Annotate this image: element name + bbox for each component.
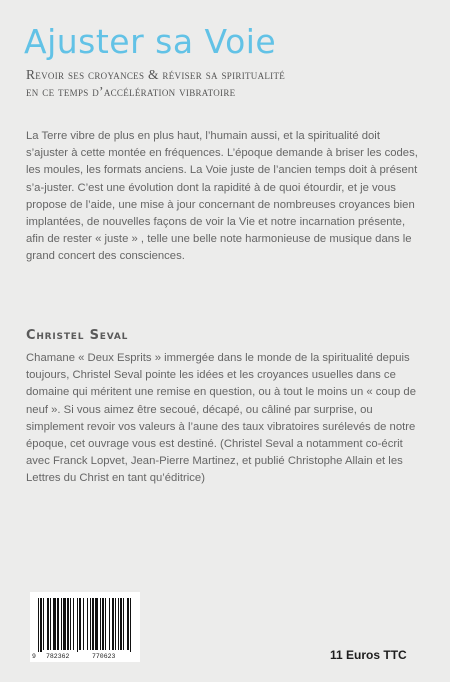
subtitle-line-1: Revoir ses croyances & réviser sa spiritualité	[26, 67, 286, 82]
author-name: Christel Seval	[26, 328, 129, 343]
book-subtitle	[26, 66, 426, 100]
barcode-bar	[127, 598, 129, 650]
isbn-barcode	[30, 592, 140, 662]
barcode-bar	[109, 598, 110, 650]
barcode-bar	[61, 598, 62, 650]
barcode-digits-right: 770623	[92, 653, 116, 660]
barcode-bar	[67, 598, 69, 650]
barcode-bar	[79, 598, 81, 650]
barcode-bar	[115, 598, 116, 650]
barcode-bar	[40, 598, 42, 652]
barcode-bar	[77, 598, 78, 652]
book-title: Ajuster sa Voie	[24, 22, 277, 61]
barcode-bar	[73, 598, 74, 650]
price-label: 11 Euros TTC	[330, 648, 407, 662]
barcode-bar	[112, 598, 114, 650]
barcode-bar	[43, 598, 44, 650]
barcode-bar	[120, 598, 122, 650]
barcode-bar	[90, 598, 91, 650]
barcode-bar	[100, 598, 101, 650]
barcode-bar	[87, 598, 88, 650]
barcode-bar	[57, 598, 59, 650]
author-bio: Chamane « Deux Esprits » immergée dans le monde de la spiritualité depuis toujours, Christel Seval pointe les idées et les croyances usuelles dans ce domaine qui méritent une remise en question, ou à tout le moins un « coup de neuf ». Si vous aimez être secoué, décapé, ou câliné par surprise, ou simplement revoir vos valeurs à l’aune des taux vibratoires surélevés de notre époque, cet ouvrage vous est destiné. (Christel Seval a notamment co-écrit avec Franck Lopvet, Jean-Pierre Martinez, et publié Christophe Allain et les Lettres du Christ en tant qu’éditrice)	[26, 352, 416, 485]
barcode-bar	[63, 598, 66, 650]
barcode-bar	[123, 598, 124, 650]
barcode-bar	[102, 598, 104, 650]
barcode-bar	[105, 598, 106, 650]
barcode-bar	[95, 598, 98, 650]
barcode-bar	[130, 598, 131, 652]
barcode-digits-left: 782362	[46, 653, 70, 660]
barcode-bar	[83, 598, 84, 650]
barcode-bars	[36, 598, 134, 652]
barcode-bar	[118, 598, 119, 650]
barcode-bar	[92, 598, 94, 650]
barcode-bar	[70, 598, 71, 650]
subtitle-line-2: en ce temps d’accélération vibratoire	[26, 84, 236, 99]
barcode-bar	[47, 598, 49, 650]
barcode-bar	[50, 598, 51, 650]
barcode-bar	[38, 598, 39, 652]
blurb-paragraph: La Terre vibre de plus en plus haut, l’humain aussi, et la spiritualité doit s’ajuster à cette montée en fréquences. L’époque demande à briser les codes, les moules, les formats anciens. La Voie juste de l’ancien temps doit à présent s’a-juster. C’est une évolution dont la rapidité à de quoi étourdir, et je vous propose de l’aide, une mise à jour concernant de nombreuses croyances bien implantées, de nouvelles façons de voir la Vie et notre incarnation présente, afin de rester « juste » , telle une belle note harmonieuse de musique dans le grand concert des consciences.	[26, 130, 418, 263]
barcode-digit-first: 9	[32, 653, 36, 660]
barcode-bar	[53, 598, 56, 650]
barcode-digits	[30, 653, 140, 662]
